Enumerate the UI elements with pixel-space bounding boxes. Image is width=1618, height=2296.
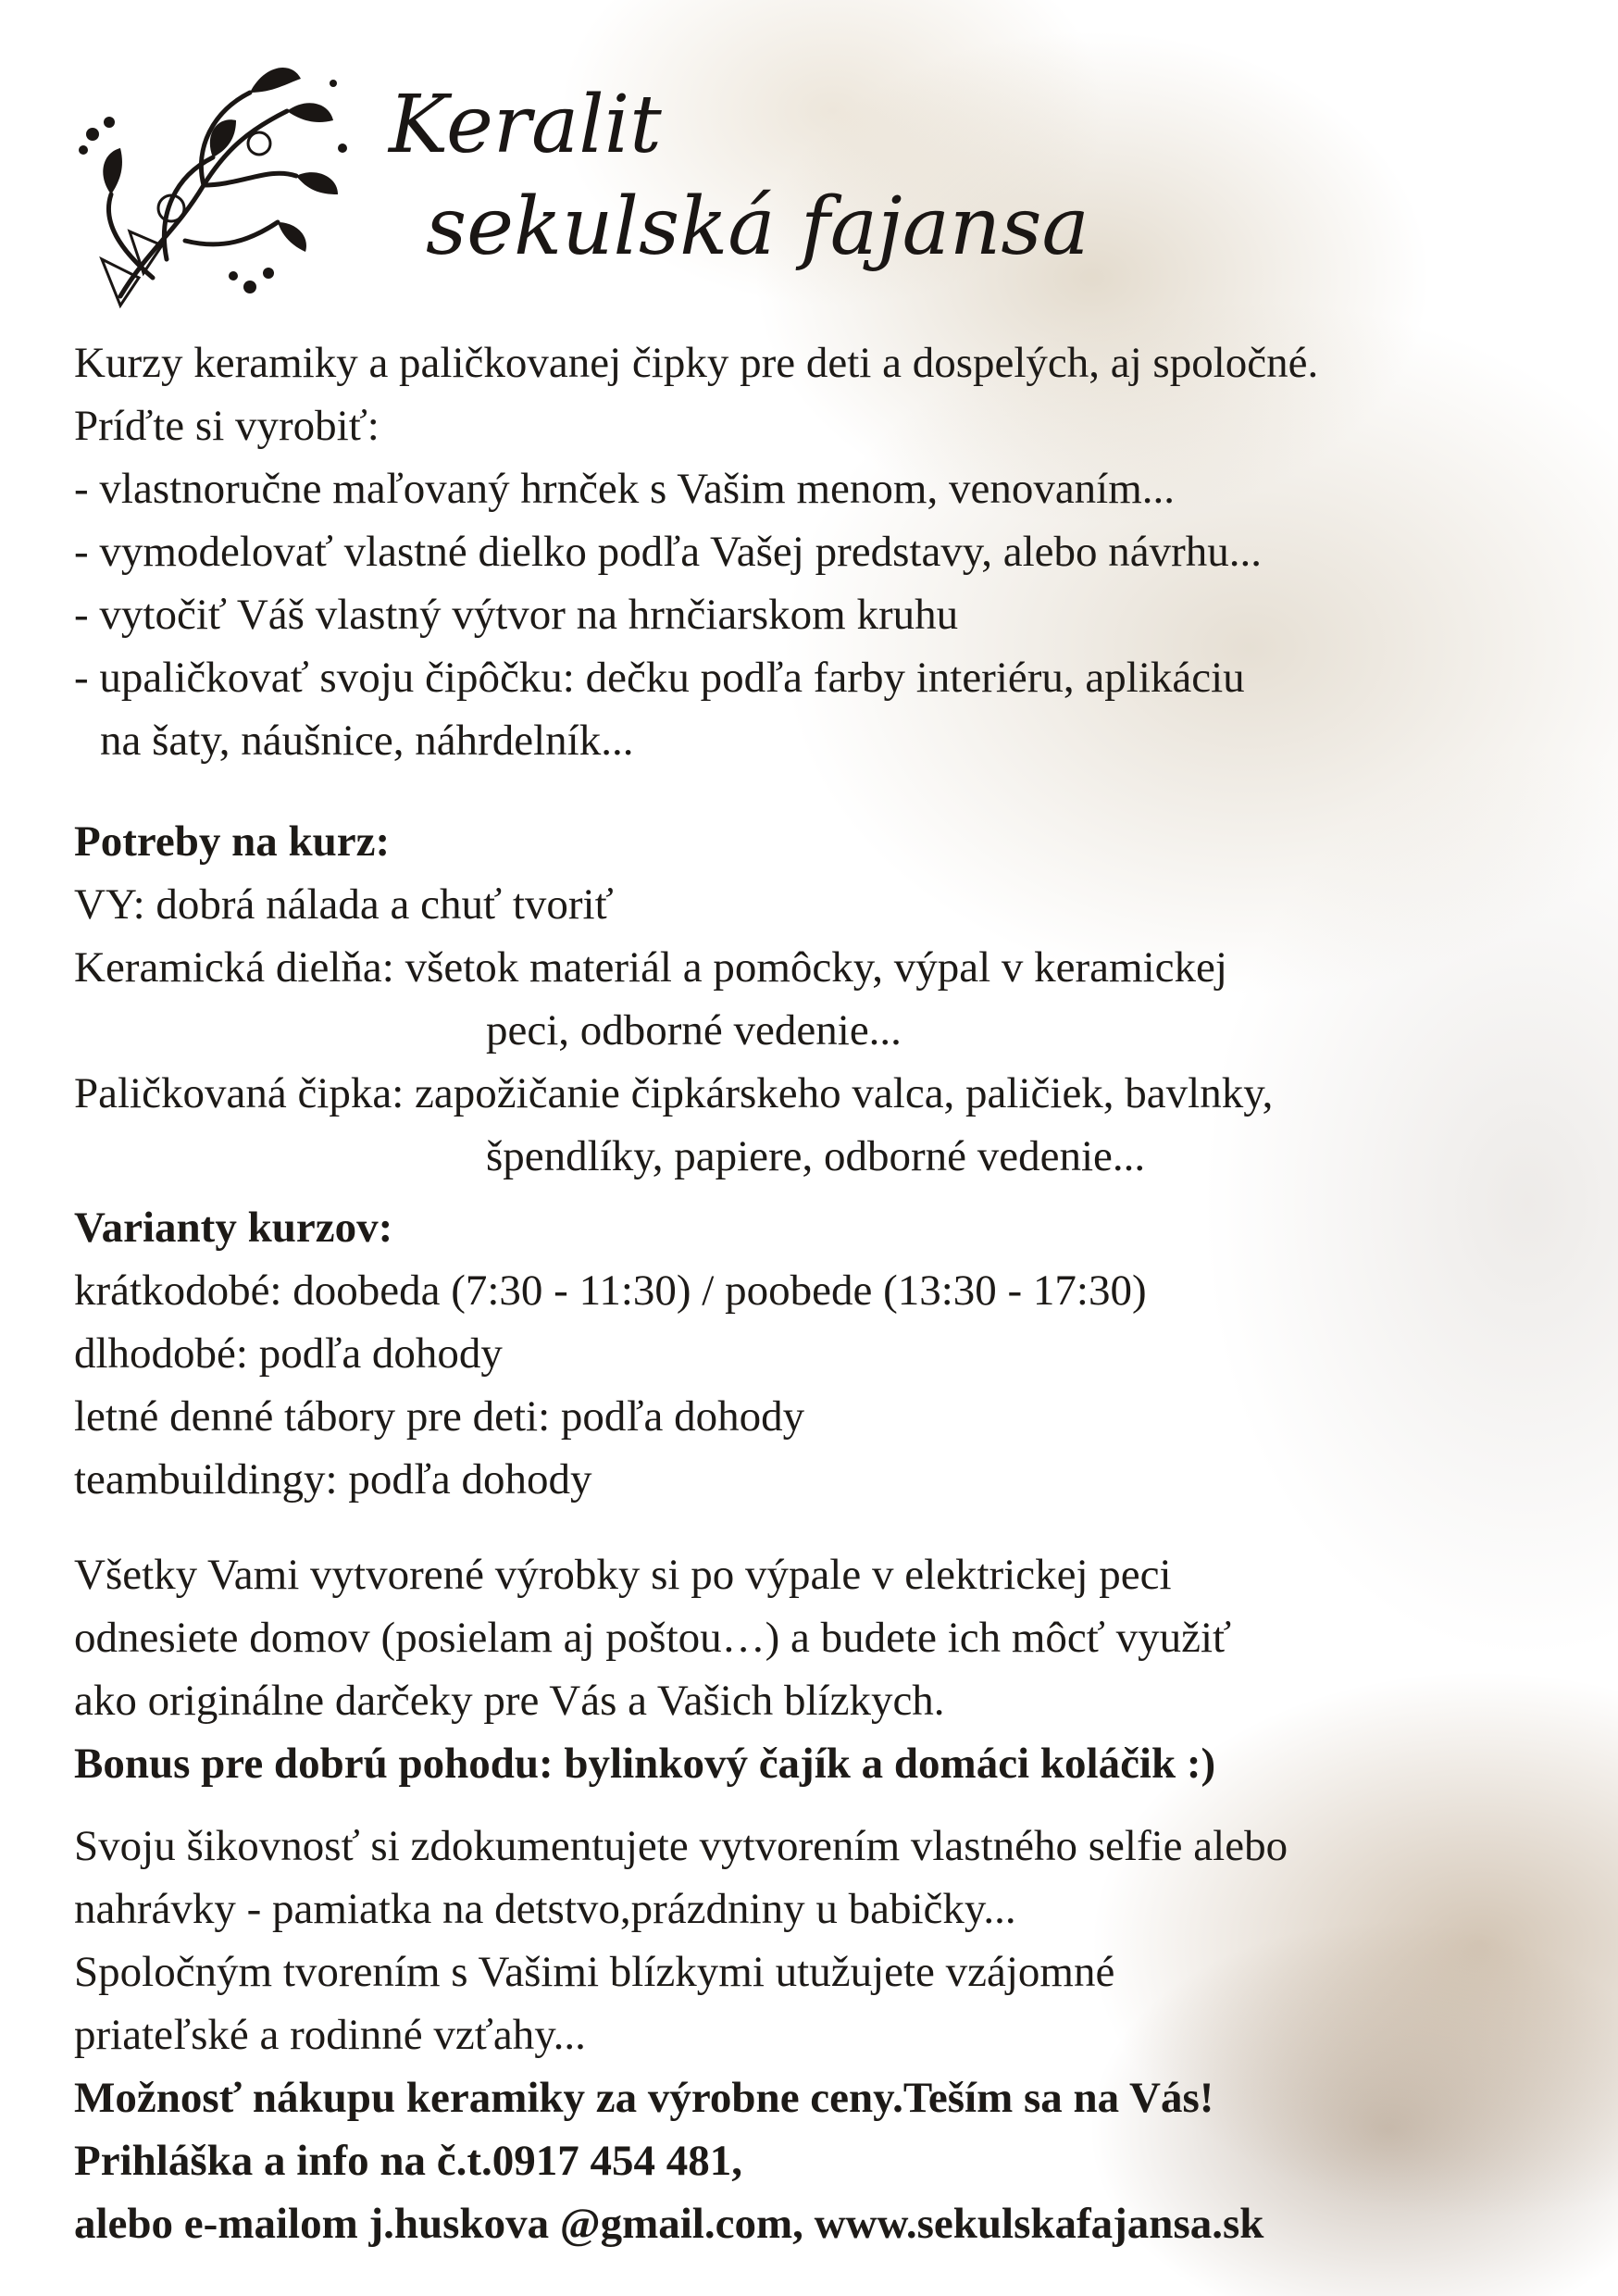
variant-item: teambuildingy: podľa dohody xyxy=(74,1455,592,1504)
needs-lace-row xyxy=(74,1062,1601,1125)
needs-lace-key: Paličkovaná čipka: xyxy=(74,1069,404,1117)
floral-ornament-icon xyxy=(65,46,361,324)
selfie-line: Spoločným tvorením s Vašimi blízkymi utužujete vzájomné xyxy=(74,1948,1115,1996)
intro-line: - vymodelovať vlastné dielko podľa Vašej predstavy, alebo návrhu... xyxy=(74,528,1263,576)
needs-ceramics-key: Keramická dielňa: xyxy=(74,943,394,992)
variant-item: letné denné tábory pre deti: podľa dohody xyxy=(74,1392,805,1441)
contact-web-line: alebo e-mailom j.huskova @gmail.com, www.sekulskafajansa.sk xyxy=(74,2200,1264,2248)
needs-heading: Potreby na kurz: xyxy=(74,817,391,866)
variants-heading: Varianty kurzov: xyxy=(74,1204,393,1252)
variants-section xyxy=(74,1196,1601,1511)
intro-line: Príďte si vyrobiť: xyxy=(74,402,380,450)
variant-item: krátkodobé: doobeda (7:30 - 11:30) / poobede (13:30 - 17:30) xyxy=(74,1267,1147,1315)
purchase-line: Možnosť nákupu keramiky za výrobne ceny.Teším sa na Vás! xyxy=(74,2074,1214,2122)
needs-ceramics-row xyxy=(74,936,1601,999)
selfie-line: nahrávky - pamiatka na detstvo,prázdniny u babičky... xyxy=(74,1885,1016,1933)
selfie-line: priateľské a rodinné vzťahy... xyxy=(74,2011,586,2059)
intro-section xyxy=(74,331,1601,772)
brand-line-2: sekulská fajansa xyxy=(426,181,1089,273)
closing-line: odnesiete domov (posielam aj poštou…) a budete ich môcť využiť xyxy=(74,1614,1232,1662)
contact-phone-line: Prihláška a info na č.t.0917 454 481, xyxy=(74,2137,743,2185)
brand-line-1: Keralit xyxy=(389,79,662,171)
selfie-section xyxy=(74,1815,1601,2255)
bonus-line: Bonus pre dobrú pohodu: bylinkový čajík a domáci koláčik :) xyxy=(74,1740,1216,1788)
needs-lace-value-cont: špendlíky, papiere, odborné vedenie... xyxy=(486,1132,1146,1180)
variant-item: dlhodobé: podľa dohody xyxy=(74,1329,503,1378)
closing-section xyxy=(74,1543,1601,1795)
intro-line: - vlastnoručne maľovaný hrnček s Vašim menom, venovaním... xyxy=(74,465,1176,513)
needs-section xyxy=(74,810,1601,1188)
selfie-line: Svoju šikovnosť si zdokumentujete vytvorením vlastného selfie alebo xyxy=(74,1822,1288,1870)
intro-line: - vytočiť Váš vlastný výtvor na hrnčiarskom kruhu xyxy=(74,591,959,639)
needs-ceramics-value: všetok materiál a pomôcky, výpal v keramickej xyxy=(404,943,1227,992)
needs-lace-value: zapožičanie čipkárskeho valca, paličiek, bavlnky, xyxy=(415,1069,1274,1117)
closing-line: ako originálne darčeky pre Vás a Vašich blízkych. xyxy=(74,1677,945,1725)
intro-line: na šaty, náušnice, náhrdelník... xyxy=(100,717,634,765)
needs-ceramics-value-cont: peci, odborné vedenie... xyxy=(486,1006,902,1054)
needs-you: VY: dobrá nálada a chuť tvoriť xyxy=(74,880,614,929)
intro-line: - upaličkovať svoju čipôčku: dečku podľa farby interiéru, aplikáciu xyxy=(74,654,1245,702)
intro-line: Kurzy keramiky a paličkovanej čipky pre deti a dospelých, aj spoločné. xyxy=(74,339,1319,387)
brand-title xyxy=(389,74,1222,278)
closing-line: Všetky Vami vytvorené výrobky si po výpale v elektrickej peci xyxy=(74,1551,1172,1599)
